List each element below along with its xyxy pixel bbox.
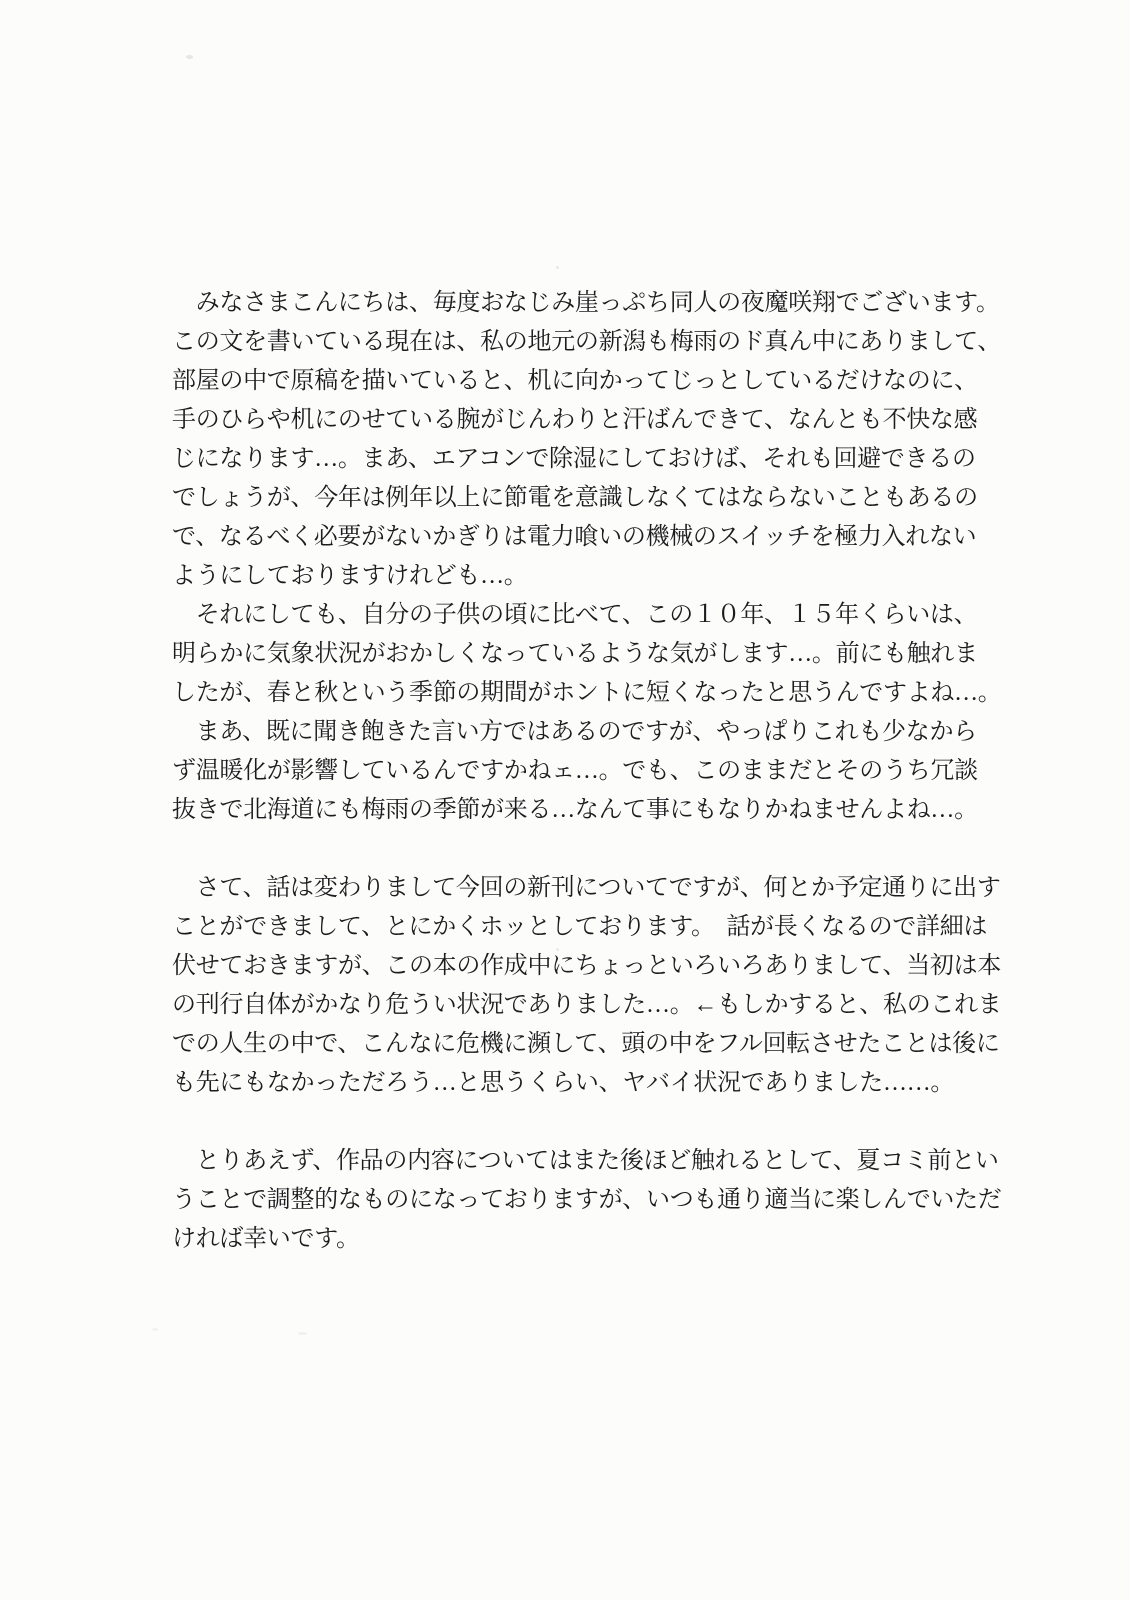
text-line: さて、話は変わりまして今回の新刊についてですが、何とか予定通りに出す (172, 875, 1001, 901)
text-line: この文を書いている現在は、私の地元の新潟も梅雨のド真ん中にありまして、 (172, 329, 1002, 355)
blank-line (172, 1103, 1022, 1142)
text-line: とりあえず、作品の内容についてはまた後ほど触れるとして、夏コミ前とい (172, 1148, 999, 1174)
text-line: じになります…。まあ、エアコンで除湿にしておけば、それも回避できるの (172, 446, 976, 472)
blank-line (172, 830, 1022, 869)
text-line: ことができまして、とにかくホッとしております。 話が長くなるので詳細は (172, 914, 988, 940)
scan-artifact (556, 266, 559, 269)
scan-artifact (298, 1332, 307, 1335)
text-line: で、なるべく必要がないかぎりは電力喰いの機械のスイッチを極力入れない (172, 524, 977, 550)
text-line: 抜きで北海道にも梅雨の季節が来る…なんて事にもなりかねませんよね…。 (172, 797, 978, 823)
text-line: でしょうが、今年は例年以上に節電を意識しなくてはならないこともあるの (172, 485, 978, 511)
text-line: 伏せておきますが、この本の作成中にちょっといろいろありまして、当初は本 (172, 953, 1002, 979)
text-line: 手のひらや机にのせている腕がじんわりと汗ばんできて、なんとも不快な感 (172, 407, 978, 433)
text-line: での人生の中で、こんなに危機に瀕して、頭の中をフル回転させたことは後に (172, 1031, 1000, 1057)
text-line: ようにしておりますけれども…。 (172, 563, 528, 589)
text-line: も先にもなかっただろう…と思うくらい、ヤバイ状況でありました……。 (172, 1070, 955, 1096)
afterword-text-block (172, 284, 1022, 1259)
text-line: それにしても、自分の子供の頃に比べて、この１０年、１５年くらいは、 (172, 602, 978, 628)
text-line: まあ、既に聞き飽きた言い方ではあるのですが、やっぱりこれも少なから (172, 719, 977, 745)
text-line: うことで調整的なものになっておりますが、いつも通り適当に楽しんでいただ (172, 1187, 1002, 1213)
text-line: 明らかに気象状況がおかしくなっているような気がします…。前にも触れま (172, 641, 978, 667)
text-line: したが、春と秋という季節の期間がホントに短くなったと思うんですよね…。 (172, 680, 1002, 706)
scan-artifact (152, 1328, 158, 1331)
text-line: の刊行自体がかなり危うい状況でありました…。←もしかすると、私のこれま (172, 992, 1002, 1018)
text-line: ければ幸いです。 (172, 1226, 360, 1252)
text-line: 部屋の中で原稿を描いていると、机に向かってじっとしているだけなのに、 (172, 368, 978, 394)
text-line: みなさまこんにちは、毎度おなじみ崖っぷち同人の夜魔咲翔でございます。 (172, 290, 1000, 316)
text-line: ず温暖化が影響しているんですかねェ…。でも、このままだとそのうち冗談 (172, 758, 978, 784)
scan-artifact (186, 55, 193, 59)
